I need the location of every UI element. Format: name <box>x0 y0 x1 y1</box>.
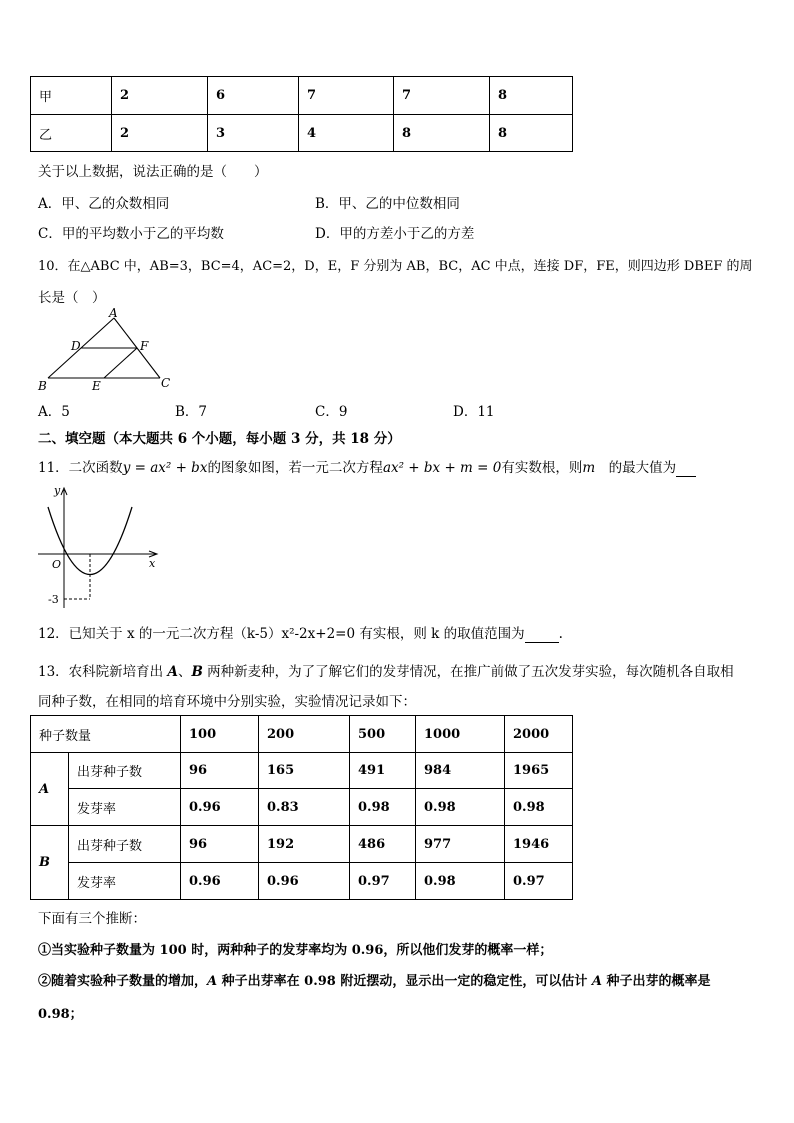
q13-stem-line2: 同种子数，在相同的培育环境中分别实验，实验情况记录如下： <box>38 694 416 710</box>
inference-text: ②随着实验种子数量的增加， <box>38 974 208 989</box>
table-row <box>31 826 573 863</box>
table-cell: 1965 <box>505 753 573 789</box>
label-f: F <box>140 339 149 353</box>
table-cell: 4 <box>299 115 394 152</box>
table-cell: 192 <box>259 826 350 863</box>
q12-text: 12．已知关于 x 的一元二次方程（k-5）x²-2x+2=0 有实根，则 k 的取值范围为 <box>38 626 525 642</box>
row-label: 乙 <box>31 115 112 152</box>
q9-stem: 关于以上数据，说法正确的是（ ） <box>38 164 268 180</box>
q10-option-d: D．11 <box>453 404 495 420</box>
q11-stem <box>38 456 696 477</box>
x-axis-label: x <box>149 557 156 570</box>
header-label: 种子数量 <box>31 716 181 753</box>
q13-text: 两种新麦种，为了了解它们的发芽情况，在推广前做了五次发芽实验，每次随机各自取相 <box>202 664 734 680</box>
q10-option-a: A．5 <box>38 404 70 420</box>
table-cell: 0.83 <box>259 789 350 826</box>
table-cell: 0.97 <box>505 863 573 900</box>
label-c: C <box>161 376 171 390</box>
table-cell: 486 <box>350 826 416 863</box>
table-cell: 3 <box>208 115 299 152</box>
table-cell: 96 <box>181 826 259 863</box>
answer-blank <box>676 460 696 477</box>
q13-sep: 、 <box>177 664 192 680</box>
parabola-graph <box>36 482 166 612</box>
q9-option-a: A．甲、乙的众数相同 <box>38 196 170 212</box>
group-label: A <box>31 753 69 826</box>
header-cell: 500 <box>350 716 416 753</box>
table-cell: 7 <box>299 77 394 115</box>
header-cell: 200 <box>259 716 350 753</box>
table-row <box>31 115 573 152</box>
table-cell: 2 <box>112 115 208 152</box>
table-cell: 0.96 <box>181 789 259 826</box>
table-cell: 96 <box>181 753 259 789</box>
inference-1: ①当实验种子数量为 100 时，两种种子的发芽率均为 0.96，所以他们发芽的概率一样； <box>38 943 553 958</box>
table-cell: 1946 <box>505 826 573 863</box>
table-cell: 0.96 <box>259 863 350 900</box>
q9-option-c: C．甲的平均数小于乙的平均数 <box>38 226 224 242</box>
triangle-figure <box>34 308 174 392</box>
group-label: B <box>31 826 69 900</box>
origin-label: O <box>52 558 62 571</box>
seed-a-label: A <box>207 974 218 989</box>
table-cell: 7 <box>394 77 490 115</box>
table-cell: 0.98 <box>350 789 416 826</box>
q11-prefix: 11．二次函数 <box>38 460 123 476</box>
q12-end: . <box>558 626 563 642</box>
seed-a-label: A <box>591 974 602 989</box>
seed-b-label: B <box>191 664 203 680</box>
table-cell: 8 <box>394 115 490 152</box>
table-cell: 8 <box>490 77 573 115</box>
q12-stem <box>38 622 563 643</box>
q11-equation: ax² + bx + m = 0 <box>382 460 502 476</box>
data-table-jia-yi <box>30 76 573 152</box>
q13-text: 13．农科院新培育出 <box>38 664 168 680</box>
table-cell: 165 <box>259 753 350 789</box>
label-a: A <box>109 308 118 320</box>
table-row <box>31 863 573 900</box>
inference-text: 种子出芽率在 0.98 附近摆动，显示出一定的稳定性，可以估计 <box>217 974 592 989</box>
label-e: E <box>92 379 101 392</box>
row-label: 发芽率 <box>69 789 181 826</box>
inference-2-line2: 0.98； <box>38 1007 83 1022</box>
q9-option-b: B．甲、乙的中位数相同 <box>315 196 460 212</box>
label-d: D <box>71 339 81 353</box>
q10-option-c: C．9 <box>315 404 348 420</box>
section-heading: 二、填空题（本大题共 6 个小题，每小题 3 分，共 18 分） <box>38 431 401 447</box>
table-cell: 491 <box>350 753 416 789</box>
table-cell: 6 <box>208 77 299 115</box>
row-label: 出芽种子数 <box>69 826 181 863</box>
q13-stem-line1 <box>38 660 734 680</box>
table-cell: 0.96 <box>181 863 259 900</box>
table-cell: 2 <box>112 77 208 115</box>
q11-mid2: 有实数根，则 <box>501 460 583 476</box>
table-cell: 984 <box>416 753 505 789</box>
q10-stem-line1: 10．在△ABC 中，AB=3，BC=4，AC=2，D，E，F 分别为 AB，BC，AC 中点，连接 DF，FE，则四边形 DBEF 的周 <box>38 259 753 274</box>
q11-function: y = ax² + bx <box>122 460 208 476</box>
table-cell: 0.98 <box>416 789 505 826</box>
q11-variable: m <box>582 460 596 476</box>
header-cell: 1000 <box>416 716 505 753</box>
q11-suffix: 的最大值为 <box>608 460 677 476</box>
q10-option-b: B．7 <box>175 404 208 420</box>
q11-mid1: 的图象如图，若一元二次方程 <box>207 460 383 476</box>
header-cell: 100 <box>181 716 259 753</box>
inferences-intro: 下面有三个推断： <box>38 911 146 927</box>
min-value-label: -3 <box>48 593 59 606</box>
germination-table <box>30 715 573 900</box>
row-label: 出芽种子数 <box>69 753 181 789</box>
table-cell: 8 <box>490 115 573 152</box>
table-header-row <box>31 716 573 753</box>
table-row <box>31 77 573 115</box>
inference-2-line1 <box>38 970 711 989</box>
table-cell: 977 <box>416 826 505 863</box>
table-cell: 0.97 <box>350 863 416 900</box>
q9-option-d: D．甲的方差小于乙的方差 <box>315 226 475 242</box>
table-cell: 0.98 <box>505 789 573 826</box>
q10-stem-line2: 长是（ ） <box>38 290 106 306</box>
inference-text: 种子出芽的概率是 <box>601 974 711 989</box>
y-axis-label: y <box>54 484 61 497</box>
row-label: 甲 <box>31 77 112 115</box>
table-row <box>31 789 573 826</box>
row-label: 发芽率 <box>69 863 181 900</box>
label-b: B <box>38 379 47 392</box>
table-row <box>31 753 573 789</box>
table-cell: 0.98 <box>416 863 505 900</box>
seed-a-label: A <box>167 664 178 680</box>
answer-blank <box>525 626 559 643</box>
header-cell: 2000 <box>505 716 573 753</box>
